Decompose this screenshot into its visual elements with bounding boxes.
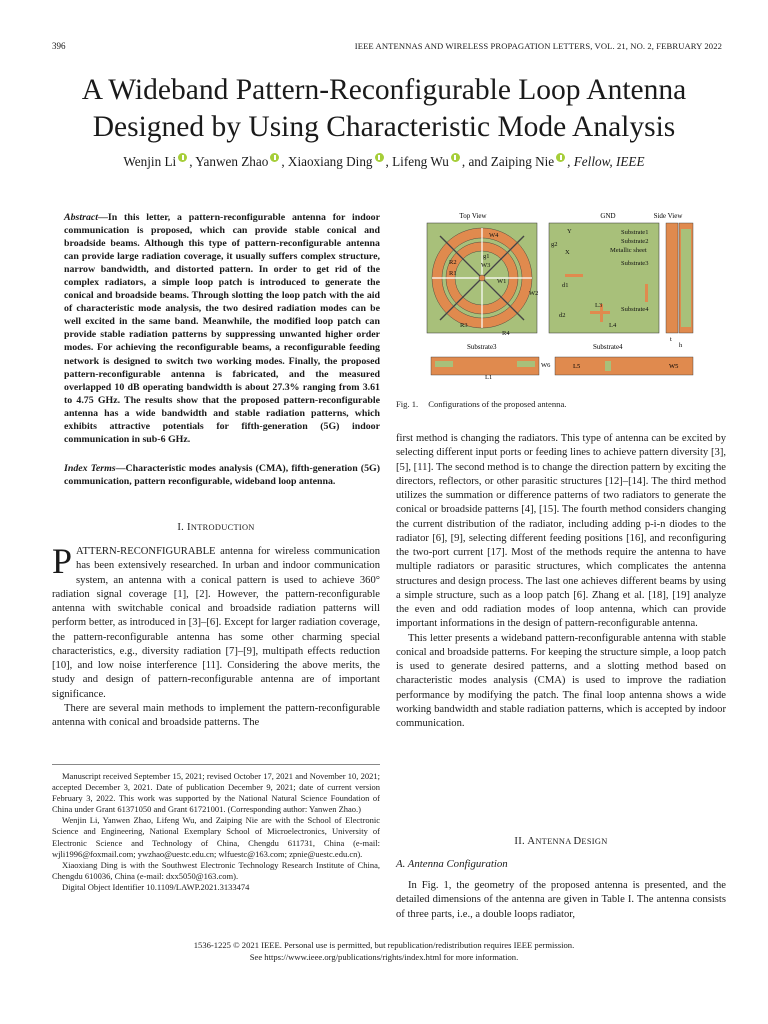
footnote-rule	[52, 764, 380, 765]
dim-label: L1	[485, 374, 493, 381]
gnd-strip	[645, 284, 648, 302]
index-terms-lead: Index Terms	[64, 463, 116, 474]
side-view-core	[681, 229, 691, 327]
dim-label: W2	[529, 290, 539, 297]
side-label: Metallic sheet	[610, 247, 647, 254]
dim-label: g1	[483, 253, 490, 260]
strip-slot	[517, 361, 535, 367]
section-initial: I	[187, 522, 191, 533]
label-substrate3: Substrate3	[467, 343, 497, 351]
abstract-lead: Abstract	[64, 212, 99, 223]
title-line-2: Designed by Using Characteristic Mode Analysis	[92, 111, 676, 143]
dim-label: R3	[460, 322, 468, 329]
dim-label: Y	[567, 228, 572, 235]
footnote-doi: Digital Object Identifier 10.1109/LAWP.2021.3133474	[62, 881, 250, 892]
author-suffix: , Fellow, IEEE	[567, 154, 645, 169]
intro-paragraph-2: There are several main methods to implement the pattern-reconfigurable antenna with conical and broadside patterns. The	[52, 702, 380, 728]
footnote-affiliation-1: Wenjin Li, Yanwen Zhao, Lifeng Wu, and Zaiping Nie are with the School of Electronic Science and Engineering, National Exemplary School of Microelectronics, University of Electronic Science and Technology of China, Chengdu 611731, China (e-mail: wjli1996@foxmail.com; ywzhao@uestc.edu.cn; wlfuestc@163.com; zpnie@uestc.edu.cn).	[52, 815, 380, 859]
body-paragraph: first method is changing the radiators. This type of antenna can be excited by selecting different input ports or feeding lines to achieve pattern diversity [3], [5], [11]. The second method is to change the direction pattern by exciting the directors, reflectors, or other parasitic structures [12]–[14]. The third method utilizes the summation or difference patterns of two radiators to generate the conical or broadside patterns [4], [15]. The fourth method considers changing the current distribution of the radiator, including adding p-i-n diodes to the radiator [6], [9], selecting different feeding positions [16], and reconfiguring the two-port current [17]. Most of the methods require the antenna to have multiple radiators or parasitic structures, which complicates the antenna structures and design process. The last one achieves different beams by using a simple structure, such as a loop patch [6]. Zhang et al. [18], [19] analyze the even and odd radiation modes of loop antenna, which can provide important informations in the design of pattern-reconfigurable antenna.	[396, 433, 726, 630]
label-gnd: GND	[600, 212, 616, 220]
dim-label: d1	[562, 282, 569, 289]
orcid-icon[interactable]	[375, 153, 384, 162]
orcid-icon[interactable]	[270, 153, 279, 162]
copyright-notice	[40, 940, 728, 963]
rights-link-line: See https://www.ieee.org/publications/rights/index.html for more information.	[249, 951, 519, 962]
intro-paragraph-1: antenna for wireless communication has been extensively researched. In urban and indoor communication system, an antenna with a conical pattern is used to achieve 360° radiation signal coverage [1], [2]. However, the pattern-reconfigurable antenna with switchable conical and broadside radiation patterns will perform better, as introduced in [3]–[6]. Except for larger radiation coverage, the pattern-reconfigurable antenna has some other charming special characteristics, e.g., diversity radiation [7]–[9], multipath effects reduction [10], and low noise interference [11]. Considering the above merits, the study and design of pattern-reconfigurable antenna are of important significance.	[52, 546, 380, 700]
index-terms-text: —Characteristic modes analysis (CMA), fifth-generation (5G) communication, pattern reconfigurable, wideband loop antenna.	[64, 463, 381, 488]
dim-label: W3	[481, 262, 491, 269]
subsection-heading: A. Antenna Configuration	[396, 858, 508, 870]
side-label: Substrate3	[621, 260, 649, 267]
title-line-1: A Wideband Pattern-Reconfigurable Loop Antenna	[81, 74, 687, 106]
dim-label: W4	[489, 232, 499, 239]
index-terms	[64, 462, 380, 488]
dim-label: g2	[551, 241, 558, 248]
section-initial: A	[527, 836, 536, 847]
dim-label: R1	[449, 270, 457, 277]
author-name: , Yanwen Zhao	[189, 154, 269, 169]
section-heading-introduction	[52, 522, 380, 533]
gnd-strip	[565, 274, 583, 277]
dim-label: W1	[497, 278, 507, 285]
abstract	[64, 211, 380, 446]
footnote-affiliation-2: Xiaoxiang Ding is with the Southwest Electronic Technology Research Institute of China, Chengdu 610036, China (e-mail: dxx5050@163.com).	[52, 859, 380, 881]
section-initial: D	[573, 836, 582, 847]
dim-label: h	[679, 342, 683, 349]
side-label: Substrate2	[621, 238, 649, 245]
dim-label: L4	[609, 322, 617, 329]
author-name: , Xiaoxiang Ding	[281, 154, 373, 169]
figure-antenna-configuration	[425, 209, 695, 384]
figure-caption-label: Fig. 1.	[396, 399, 419, 409]
introduction-text	[52, 541, 380, 730]
intro-lead: ATTERN-RECONFIGURABLE	[76, 546, 216, 557]
side-view-layer	[666, 223, 678, 333]
label-substrate4: Substrate4	[593, 343, 623, 351]
footnote	[52, 771, 380, 893]
section-heading-antenna-design	[396, 836, 726, 847]
dim-label: W6	[541, 362, 551, 369]
dim-label: R4	[502, 330, 510, 337]
orcid-icon[interactable]	[451, 153, 460, 162]
label-top-view: Top View	[459, 212, 487, 220]
dim-label: R2	[449, 259, 457, 266]
section-rest: NTRODUCTION	[190, 523, 255, 532]
body-paragraph: In Fig. 1, the geometry of the proposed antenna is presented, and the detailed dimensions of the antenna are given in Table I. The antenna consists of three parts, i.e., a double loops radiator,	[396, 880, 726, 920]
author-name: , Lifeng Wu	[385, 154, 449, 169]
dim-label: W5	[669, 363, 679, 370]
dim-label: L5	[573, 363, 581, 370]
section-rest: NTENNA	[535, 837, 574, 846]
strip-slot	[435, 361, 453, 367]
center-feed	[479, 275, 485, 281]
author-list	[40, 153, 728, 170]
drop-cap: P	[52, 541, 73, 581]
label-side-view: Side View	[653, 212, 683, 220]
strip-slot	[605, 361, 611, 371]
dim-label: d2	[559, 312, 566, 319]
figure-caption-text: Configurations of the proposed antenna.	[428, 399, 567, 409]
right-column-text	[396, 432, 726, 731]
side-label: Substrate4	[621, 306, 649, 313]
right-column-text-2	[396, 879, 726, 922]
dim-label: X	[565, 249, 570, 256]
body-paragraph: This letter presents a wideband pattern-reconfigurable antenna with stable conical and broadside patterns. For keeping the structure simple, a loop patch is used to generate desired patterns, and a slotting method based on characteristic modes analysis (CMA) is used to improve the radiation performance by modifying the patch. The final loop antenna shows a wide working bandwidth and stable radiation patterns, which is accepted by indoor communication.	[396, 632, 726, 729]
author-name: , and Zaiping Nie	[461, 154, 555, 169]
running-head: IEEE ANTENNAS AND WIRELESS PROPAGATION LETTERS, VOL. 21, NO. 2, FEBRUARY 2022	[354, 41, 722, 51]
orcid-icon[interactable]	[178, 153, 187, 162]
author-name: Wenjin Li	[123, 154, 177, 169]
orcid-icon[interactable]	[556, 153, 565, 162]
section-rest: ESIGN	[581, 837, 608, 846]
page-number: 396	[52, 41, 66, 51]
side-label: Substrate1	[621, 229, 649, 236]
section-numeral: I.	[177, 522, 188, 533]
copyright-line: 1536-1225 © 2021 IEEE. Personal use is permitted, but republication/redistribution requires IEEE permission.	[193, 940, 575, 950]
section-numeral: II.	[514, 836, 528, 847]
dim-label: t	[670, 336, 672, 343]
paper-title	[40, 72, 728, 146]
footnote-manuscript: Manuscript received September 15, 2021; revised October 17, 2021 and November 10, 2021; accepted December 3, 2021. Date of publication December 9, 2021; date of current version February 3, 2022. This work was supported by the National Natural Science Foundation of China under Grant 61371050 and Grant 61721001. (Corresponding author: Yanwen Zhao.)	[52, 771, 380, 815]
figure-caption	[396, 399, 566, 409]
dim-label: L3	[595, 302, 603, 309]
abstract-text: —In this letter, a pattern-reconfigurable antenna for indoor communication is proposed, which can provide stable conical and broadside beams. Although this type of pattern-reconfigurable antenna can provide large radiation coverage, it usually suffers complex structure, narrow bandwidth, and distorted pattern. In order to get rid of the complex radiators, a simple loop patch is introduced to generate the conical and broadside beams. Through slotting the loop patch with the aid of characteristic mode analysis, the two desired radiation modes can be well excited in the same band. Meanwhile, the modified loop patch can provide stable radiation patterns by suppressing unwanted higher order modes. For achieving the reconfigurable beams, a reconfigurable feeding network is designed to switch two working modes. Finally, the proposed pattern-reconfigurable antenna is fabricated, and the measured overlapped 10 dB operating bandwidth is about 27.3% ranging from 3.61 to 4.75 GHz. The results show that the proposed pattern-reconfigurable antenna has a wide bandwidth and stable radiation patterns, which exhibits attractive potentials for fifth-generation (5G) indoor communication in sub-6 GHz.	[64, 212, 380, 445]
